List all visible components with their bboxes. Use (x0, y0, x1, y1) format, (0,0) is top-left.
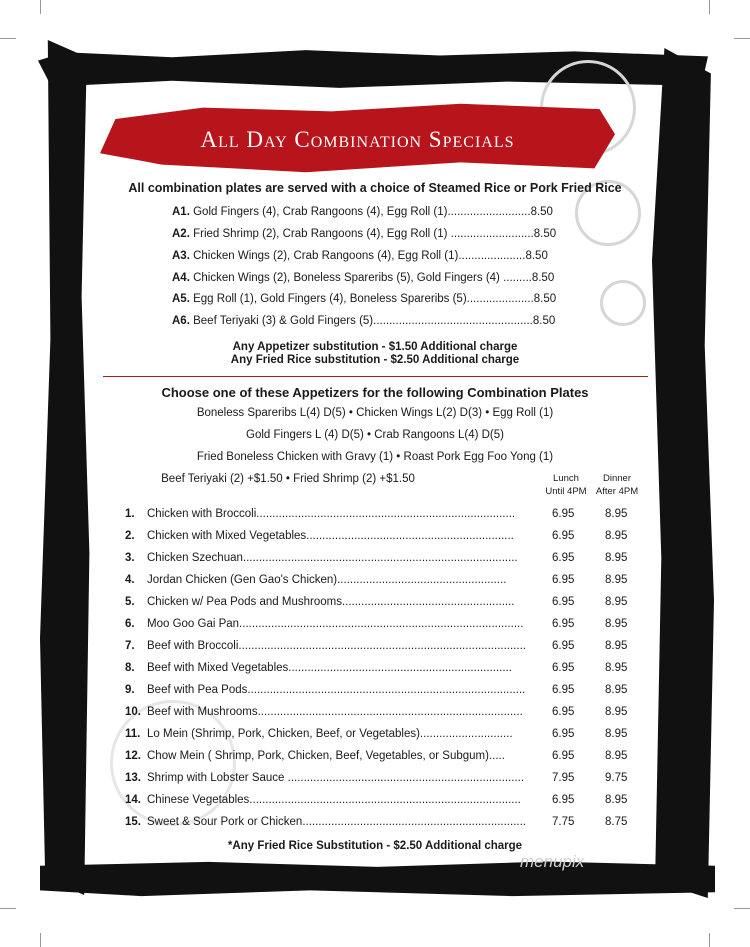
item-name: Chicken with Mixed Vegetables................................................................. (147, 530, 514, 542)
dinner-price: 8.95 (605, 728, 628, 740)
menu-item (125, 640, 645, 656)
dinner-price: 8.95 (605, 750, 628, 762)
crop-mark (40, 933, 41, 947)
combo-row (172, 250, 592, 266)
crop-mark (734, 908, 750, 909)
crop-mark (734, 38, 750, 39)
item-name: Beef with Mixed Vegetables...................................................................... (147, 662, 512, 674)
watermark: menupix (520, 852, 585, 871)
dinner-hours: After 4PM (595, 486, 639, 497)
item-name: Beef with Broccoli.......................................................................................... (147, 640, 526, 652)
crop-mark (709, 933, 710, 947)
lunch-price: 7.75 (552, 816, 575, 828)
item-name: Beef with Mushrooms................................................................................... (147, 706, 523, 718)
lunch-price: 7.95 (552, 772, 575, 784)
combo-code: A5. (172, 293, 190, 305)
fried-rice-footnote: *Any Fried Rice Substitution - $2.50 Additional charge (227, 840, 523, 852)
combo-text: Chicken Wings (2), Boneless Spareribs (5), Gold Fingers (4) ......... (193, 272, 532, 284)
menu-item (125, 574, 645, 590)
appetizer-options: Boneless Spareribs L(4) D(5) • Chicken Wings L(2) D(3) • Egg Roll (1) (196, 407, 554, 419)
substitution-note: Any Fried Rice substitution - $2.50 Additional charge (230, 354, 520, 366)
combo-row (172, 272, 592, 288)
item-name: Chow Mein ( Shrimp, Pork, Chicken, Beef, Vegetables, or Subgum)..... (147, 750, 505, 762)
brush-frame-bottom (40, 860, 715, 898)
item-number: 2. (125, 530, 135, 542)
combo-text: Egg Roll (1), Gold Fingers (4), Boneless Spareribs (5)..................... (193, 293, 534, 305)
menu-item (125, 728, 645, 744)
combo-code: A2. (172, 228, 190, 240)
item-number: 4. (125, 574, 135, 586)
dinner-price: 8.95 (605, 662, 628, 674)
dinner-price: 8.95 (605, 574, 628, 586)
combo-code: A3. (172, 250, 190, 262)
appetizer-options: Beef Teriyaki (2) +$1.50 • Fried Shrimp (2) +$1.50 (161, 473, 415, 485)
menu-item (125, 662, 645, 678)
appetizer-options: Gold Fingers L (4) D(5) • Crab Rangoons L(4) D(5) (246, 429, 504, 441)
lunch-price: 6.95 (552, 574, 575, 586)
combo-price: 8.50 (533, 228, 557, 240)
combo-text: Chicken Wings (2), Crab Rangoons (4), Egg Roll (1)..................... (193, 250, 526, 262)
combo-text: Fried Shrimp (2), Crab Rangoons (4), Egg Roll (1) .......................... (193, 228, 534, 240)
item-number: 13. (125, 772, 141, 784)
lunch-price: 6.95 (552, 684, 575, 696)
lunch-price: 6.95 (552, 618, 575, 630)
dinner-price: 9.75 (605, 772, 628, 784)
combo-price: 8.50 (533, 293, 557, 305)
menu-item (125, 750, 645, 766)
lunch-label: Lunch (553, 473, 579, 484)
crop-mark (0, 908, 16, 909)
lunch-price: 6.95 (552, 662, 575, 674)
lunch-price: 6.95 (552, 508, 575, 520)
section-divider (103, 376, 648, 377)
combo-code: A1. (172, 206, 190, 218)
lunch-price: 6.95 (552, 552, 575, 564)
item-name: Shrimp with Lobster Sauce .......................................................................... (147, 772, 525, 784)
dinner-price: 8.95 (605, 552, 628, 564)
dinner-price: 8.95 (605, 508, 628, 520)
lunch-price: 6.95 (552, 640, 575, 652)
item-number: 9. (125, 684, 135, 696)
rice-choice-note: All combination plates are served with a choice of Steamed Rice or Pork Fried Rice (128, 181, 622, 195)
item-number: 12. (125, 750, 141, 762)
combo-text: Beef Teriyaki (3) & Gold Fingers (5).................................................. (193, 315, 533, 327)
combo-price: 8.50 (531, 272, 555, 284)
item-name: Chicken w/ Pea Pods and Mushrooms...................................................... (147, 596, 515, 608)
item-name: Jordan Chicken (Gen Gao's Chicken)..................................................... (147, 574, 507, 586)
decorative-swirl (600, 280, 646, 326)
menu-item (125, 684, 645, 700)
dinner-column-header (587, 472, 647, 498)
item-name: Beef with Pea Pods....................................................................................... (147, 684, 526, 696)
menu-item (125, 552, 645, 568)
lunch-price: 6.95 (552, 706, 575, 718)
item-name: Chinese Vegetables..................................................................................... (147, 794, 521, 806)
menu-item (125, 618, 645, 634)
combo-price: 8.50 (525, 250, 548, 262)
combo-code: A4. (172, 272, 190, 284)
item-number: 1. (125, 508, 135, 520)
combo-price: 8.50 (530, 206, 553, 218)
item-number: 6. (125, 618, 135, 630)
menu-item (125, 772, 645, 788)
crop-mark (0, 38, 16, 39)
item-number: 14. (125, 794, 141, 806)
page-title: All Day Combination Specials (200, 127, 515, 152)
combo-row (172, 228, 592, 244)
item-number: 5. (125, 596, 135, 608)
dinner-price: 8.95 (605, 596, 628, 608)
item-name: Chicken with Broccoli................................................................................. (147, 508, 516, 520)
menu-item (125, 816, 645, 832)
item-number: 3. (125, 552, 135, 564)
item-number: 7. (125, 640, 135, 652)
dinner-price: 8.95 (605, 530, 628, 542)
item-number: 11. (125, 728, 141, 740)
brush-frame-right (652, 48, 714, 898)
dinner-price: 8.75 (605, 816, 628, 828)
appetizer-options: Fried Boneless Chicken with Gravy (1) • Roast Pork Egg Foo Yong (1) (196, 451, 554, 463)
item-name: Moo Goo Gai Pan......................................................................................... (147, 618, 524, 630)
item-number: 10. (125, 706, 141, 718)
dinner-price: 8.95 (605, 640, 628, 652)
combo-row (172, 293, 592, 309)
substitution-note: Any Appetizer substitution - $1.50 Additional charge (232, 341, 518, 353)
crop-mark (40, 0, 41, 14)
menu-item (125, 508, 645, 524)
combo-row (172, 315, 592, 331)
combo-text: Gold Fingers (4), Crab Rangoons (4), Egg Roll (1).......................... (193, 206, 531, 218)
menu-item (125, 530, 645, 546)
lunch-price: 6.95 (552, 728, 575, 740)
lunch-price: 6.95 (552, 596, 575, 608)
menu-item (125, 596, 645, 612)
menu-item (125, 706, 645, 722)
dinner-price: 8.95 (605, 794, 628, 806)
dinner-label: Dinner (603, 473, 631, 484)
lunch-price: 6.95 (552, 750, 575, 762)
combo-code: A6. (172, 315, 190, 327)
crop-mark (709, 0, 710, 14)
combo-row (172, 206, 592, 222)
item-name: Sweet & Sour Pork or Chicken...................................................................... (147, 816, 526, 828)
dinner-price: 8.95 (605, 684, 628, 696)
brush-frame-left (40, 40, 92, 895)
dinner-price: 8.95 (605, 618, 628, 630)
lunch-hours: Until 4PM (545, 486, 587, 497)
menu-item (125, 794, 645, 810)
lunch-price: 6.95 (552, 794, 575, 806)
appetizers-title: Choose one of these Appetizers for the following Combination Plates (161, 385, 589, 400)
item-number: 15. (125, 816, 141, 828)
combo-price: 8.50 (532, 315, 556, 327)
item-name: Lo Mein (Shrimp, Pork, Chicken, Beef, or Vegetables)............................. (147, 728, 513, 740)
item-name: Chicken Szechuan...................................................................................... (147, 552, 518, 564)
lunch-price: 6.95 (552, 530, 575, 542)
dinner-price: 8.95 (605, 706, 628, 718)
item-number: 8. (125, 662, 135, 674)
